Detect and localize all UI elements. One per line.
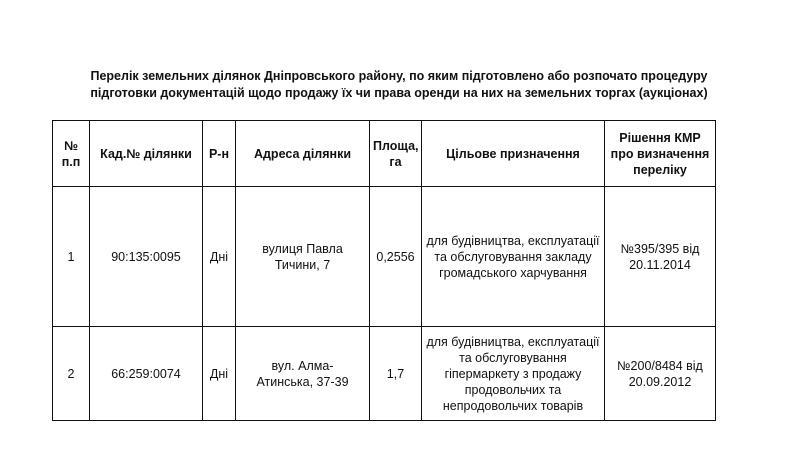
header-cadastral: Кад.№ ділянки: [90, 121, 203, 187]
cell-cadastral: 90:135:0095: [90, 187, 203, 327]
document-title: [40, 68, 758, 102]
cell-area: 0,2556: [370, 187, 422, 327]
title-line-2: підготовки документацій щодо продажу їх чи права оренди на них на земельних торгах (аукціонах): [90, 86, 708, 100]
table-header-row: [53, 121, 716, 187]
cell-district: Дні: [203, 187, 236, 327]
cell-purpose: для будівництва, експлуатації та обслуговування закладу громадського харчування: [422, 187, 605, 327]
header-number: № п.п: [53, 121, 90, 187]
table-row: [53, 327, 716, 421]
header-area: Площа, га: [370, 121, 422, 187]
header-purpose: Цільове призначення: [422, 121, 605, 187]
cell-decision: №395/395 від 20.11.2014: [605, 187, 716, 327]
cell-number: 2: [53, 327, 90, 421]
header-district: Р-н: [203, 121, 236, 187]
header-address: Адреса ділянки: [236, 121, 370, 187]
cell-number: 1: [53, 187, 90, 327]
cell-decision: №200/8484 від 20.09.2012: [605, 327, 716, 421]
header-decision: Рішення КМР про визначення переліку: [605, 121, 716, 187]
cell-district: Дні: [203, 327, 236, 421]
table-row: [53, 187, 716, 327]
cell-cadastral: 66:259:0074: [90, 327, 203, 421]
cell-purpose: для будівництва, експлуатації та обслуговування гіпермаркету з продажу продовольчих та непродовольчих товарів: [422, 327, 605, 421]
cell-area: 1,7: [370, 327, 422, 421]
land-plots-table: [52, 120, 716, 421]
cell-address: вулиця Павла Тичини, 7: [236, 187, 370, 327]
cell-address: вул. Алма- Атинська, 37-39: [236, 327, 370, 421]
title-line-1: Перелік земельних ділянок Дніпровського району, по яким підготовлено або розпочато процедуру: [90, 69, 708, 83]
